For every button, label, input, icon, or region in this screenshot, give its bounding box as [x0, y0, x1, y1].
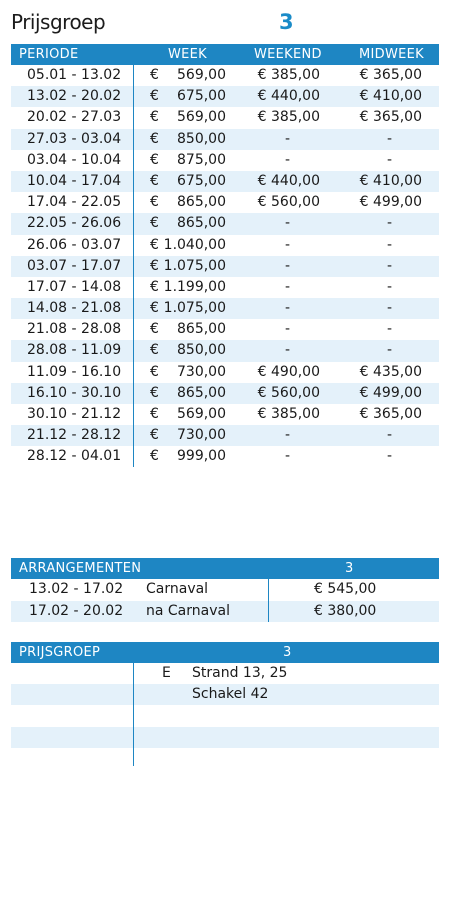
weekend-price-cell: € 560,00 [257, 384, 320, 401]
arrangement-period: 13.02 - 17.02 [29, 581, 124, 597]
week-price-cell: 1.075,00 [163, 257, 226, 274]
weekend-price-cell: € 385,00 [257, 67, 320, 83]
prijsgroep-letter: E [162, 665, 171, 681]
week-price-cell: 730,00 [177, 363, 226, 380]
currency-symbol: € [150, 67, 159, 83]
table-row [11, 192, 439, 213]
midweek-price-cell: - [387, 427, 393, 444]
prijsgroep-header [11, 642, 439, 663]
week-price-cell: 850,00 [177, 130, 226, 147]
weekend-price-cell: - [285, 236, 291, 253]
column-weekend: WEEKEND [254, 47, 322, 62]
prijsgroep-line: Strand 13, 25 [192, 665, 288, 681]
currency-symbol: € [150, 194, 159, 211]
week-price-cell: 1.040,00 [163, 236, 226, 253]
currency-symbol: € [150, 257, 159, 274]
midweek-price-cell: - [387, 151, 393, 168]
arrangementen-body [11, 579, 439, 622]
arrangementen-group: 3 [345, 561, 354, 576]
week-price-cell: 569,00 [177, 109, 226, 126]
weekend-price-cell: - [285, 278, 291, 295]
price-group-number: 3 [279, 10, 294, 34]
table-row [11, 256, 439, 277]
column-midweek: MIDWEEK [359, 47, 424, 62]
week-price-cell: 730,00 [177, 427, 226, 444]
prijsgroep-group: 3 [283, 645, 292, 660]
currency-symbol: € [150, 236, 159, 253]
table-row [11, 298, 439, 319]
currency-symbol: € [150, 172, 159, 189]
currency-symbol: € [150, 215, 159, 232]
prijsgroep-body [11, 663, 439, 769]
table-row [11, 425, 439, 446]
weekend-price-cell: € 385,00 [257, 406, 320, 422]
prijsgroep-line: Schakel 42 [192, 686, 269, 703]
week-price-cell: 999,00 [177, 448, 226, 465]
midweek-price-cell: € 365,00 [359, 67, 422, 83]
period-cell: 03.04 - 10.04 [27, 151, 122, 168]
currency-symbol: € [150, 448, 159, 465]
table-row [11, 213, 439, 234]
weekend-price-cell: € 385,00 [257, 109, 320, 126]
week-price-cell: 1.199,00 [163, 278, 226, 295]
week-price-cell: 1.075,00 [163, 300, 226, 317]
period-cell: 30.10 - 21.12 [27, 406, 122, 422]
midweek-price-cell: - [387, 321, 393, 338]
currency-symbol: € [150, 384, 159, 401]
weekend-price-cell: € 490,00 [257, 363, 320, 380]
week-price-cell: 569,00 [177, 67, 226, 83]
period-cell: 21.12 - 28.12 [27, 427, 122, 444]
arrangement-row [11, 601, 439, 623]
weekend-price-cell: - [285, 300, 291, 317]
weekend-price-cell: - [285, 448, 291, 465]
midweek-price-cell: - [387, 130, 393, 147]
arrangement-price: € 545,00 [314, 581, 377, 597]
midweek-price-cell: - [387, 236, 393, 253]
prijsgroep-row [11, 705, 439, 726]
arrangement-name: Carnaval [146, 581, 209, 597]
currency-symbol: € [150, 342, 159, 359]
period-cell: 14.08 - 21.08 [27, 300, 122, 317]
period-cell: 17.07 - 14.08 [27, 278, 122, 295]
currency-symbol: € [150, 151, 159, 168]
midweek-price-cell: € 365,00 [359, 406, 422, 422]
midweek-price-cell: € 365,00 [359, 109, 422, 126]
weekend-price-cell: - [285, 215, 291, 232]
midweek-price-cell: - [387, 257, 393, 274]
currency-symbol: € [150, 109, 159, 126]
weekend-price-cell: € 440,00 [257, 88, 320, 105]
weekend-price-cell: - [285, 257, 291, 274]
weekend-price-cell: € 440,00 [257, 172, 320, 189]
currency-symbol: € [150, 300, 159, 317]
period-cell: 13.02 - 20.02 [27, 88, 122, 105]
period-cell: 05.01 - 13.02 [27, 67, 122, 83]
currency-symbol: € [150, 363, 159, 380]
arrangementen-header [11, 558, 439, 579]
week-price-cell: 675,00 [177, 172, 226, 189]
period-cell: 27.03 - 03.04 [27, 130, 122, 147]
period-cell: 16.10 - 30.10 [27, 384, 122, 401]
price-table-divider [133, 65, 134, 467]
weekend-price-cell: € 560,00 [257, 194, 320, 211]
midweek-price-cell: € 499,00 [359, 384, 422, 401]
price-table-body [11, 65, 439, 468]
period-cell: 21.08 - 28.08 [27, 321, 122, 338]
midweek-price-cell: - [387, 342, 393, 359]
page-title: Prijsgroep [11, 10, 106, 34]
period-cell: 20.02 - 27.03 [27, 109, 122, 126]
table-row [11, 446, 439, 467]
currency-symbol: € [150, 88, 159, 105]
arrangement-price: € 380,00 [314, 602, 377, 619]
arrangement-name: na Carnaval [146, 602, 230, 619]
weekend-price-cell: - [285, 427, 291, 444]
week-price-cell: 569,00 [177, 406, 226, 422]
currency-symbol: € [150, 406, 159, 422]
price-table-header [11, 44, 439, 65]
period-cell: 03.07 - 17.07 [27, 257, 122, 274]
prijsgroep-divider [133, 663, 134, 766]
period-cell: 22.05 - 26.06 [27, 215, 122, 232]
week-price-cell: 865,00 [177, 384, 226, 401]
table-row [11, 319, 439, 340]
period-cell: 26.06 - 03.07 [27, 236, 122, 253]
prijsgroep-row [11, 727, 439, 748]
period-cell: 10.04 - 17.04 [27, 172, 122, 189]
week-price-cell: 875,00 [177, 151, 226, 168]
midweek-price-cell: - [387, 215, 393, 232]
midweek-price-cell: - [387, 278, 393, 295]
table-row [11, 383, 439, 404]
arrangementen-divider [268, 579, 269, 622]
table-row [11, 150, 439, 171]
table-row [11, 362, 439, 383]
midweek-price-cell: - [387, 448, 393, 465]
table-row [11, 129, 439, 150]
prijsgroep-title: PRIJSGROEP [19, 645, 101, 660]
period-cell: 28.08 - 11.09 [27, 342, 122, 359]
table-row [11, 171, 439, 192]
currency-symbol: € [150, 130, 159, 147]
midweek-price-cell: € 499,00 [359, 194, 422, 211]
weekend-price-cell: - [285, 342, 291, 359]
table-row [11, 235, 439, 256]
week-price-cell: 865,00 [177, 215, 226, 232]
table-row [11, 107, 439, 128]
weekend-price-cell: - [285, 151, 291, 168]
prijsgroep-row [11, 663, 439, 684]
period-cell: 17.04 - 22.05 [27, 194, 122, 211]
midweek-price-cell: € 435,00 [359, 363, 422, 380]
week-price-cell: 850,00 [177, 342, 226, 359]
currency-symbol: € [150, 278, 159, 295]
midweek-price-cell: € 410,00 [359, 88, 422, 105]
table-row [11, 404, 439, 425]
table-row [11, 340, 439, 361]
prijsgroep-row [11, 748, 439, 769]
currency-symbol: € [150, 321, 159, 338]
arrangement-row [11, 579, 439, 601]
prijsgroep-row [11, 684, 439, 705]
period-cell: 28.12 - 04.01 [27, 448, 122, 465]
table-row [11, 277, 439, 298]
column-week: WEEK [168, 47, 208, 62]
midweek-price-cell: - [387, 300, 393, 317]
table-row [11, 65, 439, 86]
week-price-cell: 675,00 [177, 88, 226, 105]
column-period: PERIODE [19, 47, 79, 62]
arrangement-period: 17.02 - 20.02 [29, 602, 124, 619]
period-cell: 11.09 - 16.10 [27, 363, 122, 380]
currency-symbol: € [150, 427, 159, 444]
arrangementen-title: ARRANGEMENTEN [19, 561, 142, 576]
weekend-price-cell: - [285, 130, 291, 147]
table-row [11, 86, 439, 107]
weekend-price-cell: - [285, 321, 291, 338]
week-price-cell: 865,00 [177, 194, 226, 211]
week-price-cell: 865,00 [177, 321, 226, 338]
midweek-price-cell: € 410,00 [359, 172, 422, 189]
